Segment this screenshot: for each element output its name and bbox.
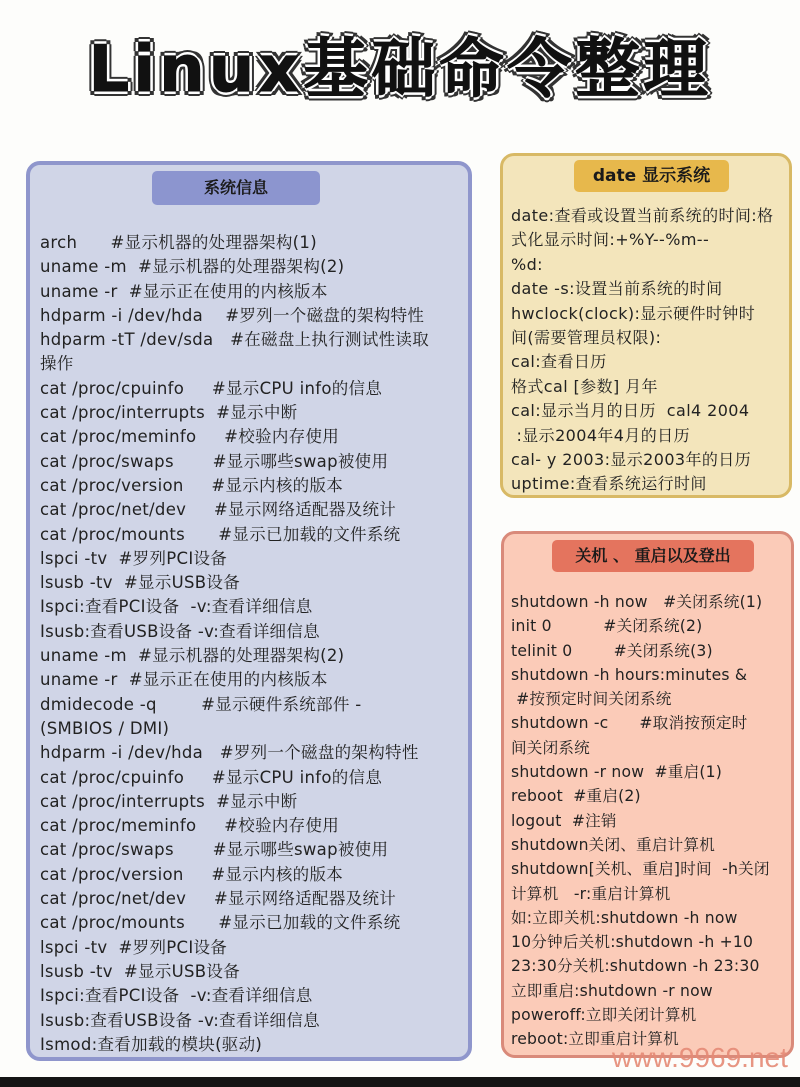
command-line: :显示2004年4月的日历 [511, 425, 690, 445]
shutdown-panel [501, 531, 794, 1058]
command-line: hdparm -i /dev/hda #罗列一个磁盘的架构特性 [40, 305, 425, 325]
command-line: cat /proc/interrupts #显示中断 [40, 403, 298, 423]
command-line: cat /proc/version #显示内核的版本 [40, 864, 344, 884]
command-line: cat /proc/net/dev #显示网络适配器及统计 [40, 889, 397, 909]
command-line: %d: [511, 254, 543, 274]
system-info-panel [26, 161, 472, 1061]
command-line: lsusb -tv #显示USB设备 [40, 961, 241, 981]
command-line: 10分钟后关机:shutdown -h +10 [511, 933, 754, 952]
command-line: shutdown -h now #关闭系统(1) [511, 593, 763, 611]
command-line: uptime:查看系统运行时间 [511, 474, 707, 494]
command-line: hdparm -i /dev/hda #罗列一个磁盘的架构特性 [40, 743, 419, 763]
command-line: uname -m #显示机器的处理器架构(2) [40, 257, 345, 277]
command-line: lspci -tv #罗列PCI设备 [40, 937, 228, 957]
command-line: 式化显示时间:+%Y--%m-- [511, 230, 710, 250]
command-line: cat /proc/mounts #显示已加载的文件系统 [40, 524, 401, 544]
command-line: cat /proc/cpuinfo #显示CPU info的信息 [40, 767, 383, 787]
date-command-list [511, 204, 791, 497]
command-line: logout #注销 [511, 811, 617, 830]
bottom-bar [0, 1077, 800, 1087]
command-line: lsusb -tv #显示USB设备 [40, 573, 241, 593]
command-line: cat /proc/swaps #显示哪些swap被使用 [40, 840, 389, 860]
watermark: www.9969.net [612, 1042, 788, 1073]
command-line: cat /proc/interrupts #显示中断 [40, 791, 298, 811]
command-line: cat /proc/meminfo #校验内存使用 [40, 427, 340, 447]
command-line: uname -r #显示正在使用的内核版本 [40, 281, 328, 301]
command-line: shutdown[关机、重启]时间 -h关闭 [511, 860, 770, 879]
shutdown-heading: 关机 、 重启以及登出 [552, 540, 754, 572]
command-line: date -s:设置当前系统的时间 [511, 279, 723, 299]
command-line: 操作 [40, 354, 74, 374]
command-line: shutdown关闭、重启计算机 [511, 835, 716, 854]
command-line: arch #显示机器的处理器架构(1) [40, 233, 317, 252]
command-line: Isusb:查看USB设备 -v:查看详细信息 [40, 621, 320, 641]
date-panel [500, 153, 792, 498]
command-line: cat /proc/version #显示内核的版本 [40, 475, 344, 495]
command-line: hwclock(clock):显示硬件时钟时 [511, 303, 756, 323]
command-line: lspci -tv #罗列PCI设备 [40, 548, 228, 568]
command-line: reboot:立即重启计算机 [511, 1030, 679, 1049]
command-line: cat /proc/net/dev #显示网络适配器及统计 [40, 500, 397, 520]
command-line: uname -r #显示正在使用的内核版本 [40, 670, 328, 690]
command-line: cal- y 2003:显示2003年的日历 [511, 450, 752, 470]
command-line: poweroff:立即关闭计算机 [511, 1006, 697, 1025]
command-line: Ispci:查看PCI设备 -v:查看详细信息 [40, 986, 313, 1006]
command-line: init 0 #关闭系统(2) [511, 617, 703, 636]
command-line: hdparm -tT /dev/sda #在磁盘上执行测试性读取 [40, 330, 430, 350]
command-line: reboot #重启(2) [511, 787, 641, 806]
command-line: 间关闭系统 [511, 738, 590, 757]
command-line: Ismod:查看加载的模块(驱动) [40, 1034, 263, 1054]
command-line: telinit 0 #关闭系统(3) [511, 641, 713, 660]
command-line: 格式cal [参数] 月年 [511, 376, 658, 396]
command-line: (SMBIOS / DMI) [40, 718, 170, 738]
command-line: 立即重启:shutdown -r now [511, 981, 713, 1000]
command-line: 如:立即关机:shutdown -h now [511, 908, 738, 927]
command-line: 间(需要管理员权限): [511, 328, 662, 348]
command-line: cat /proc/cpuinfo #显示CPU info的信息 [40, 378, 383, 398]
command-line: date:查看或设置当前系统的时间:格 [511, 206, 774, 225]
date-heading: date 显示系统 [574, 160, 729, 192]
command-line: Ispci:查看PCI设备 -v:查看详细信息 [40, 597, 313, 617]
command-line: shutdown -r now #重启(1) [511, 763, 723, 782]
shutdown-command-list [511, 590, 793, 1052]
system-info-heading: 系统信息 [152, 171, 320, 205]
command-line: 计算机 -r:重启计算机 [511, 884, 671, 903]
command-line: dmidecode -q #显示硬件系统部件 - [40, 694, 362, 714]
command-line: cat /proc/meminfo #校验内存使用 [40, 816, 340, 836]
command-line: cal:查看日历 [511, 352, 607, 372]
command-line: cat /proc/mounts #显示已加载的文件系统 [40, 913, 401, 933]
command-line: Isusb:查看USB设备 -v:查看详细信息 [40, 1010, 320, 1030]
system-info-command-list [40, 231, 470, 1057]
command-line: shutdown -h hours:minutes & [511, 665, 748, 684]
command-line: uname -m #显示机器的处理器架构(2) [40, 646, 345, 666]
command-line: shutdown -c #取消按预定时 [511, 714, 748, 733]
command-line: 23:30分关机:shutdown -h 23:30 [511, 957, 760, 976]
command-line: cal:显示当月的日历 cal4 2004 [511, 401, 750, 421]
command-line: #按预定时间关闭系统 [511, 690, 672, 709]
command-line: cat /proc/swaps #显示哪些swap被使用 [40, 451, 389, 471]
page-title: Linux基础命令整理 [88, 33, 712, 107]
